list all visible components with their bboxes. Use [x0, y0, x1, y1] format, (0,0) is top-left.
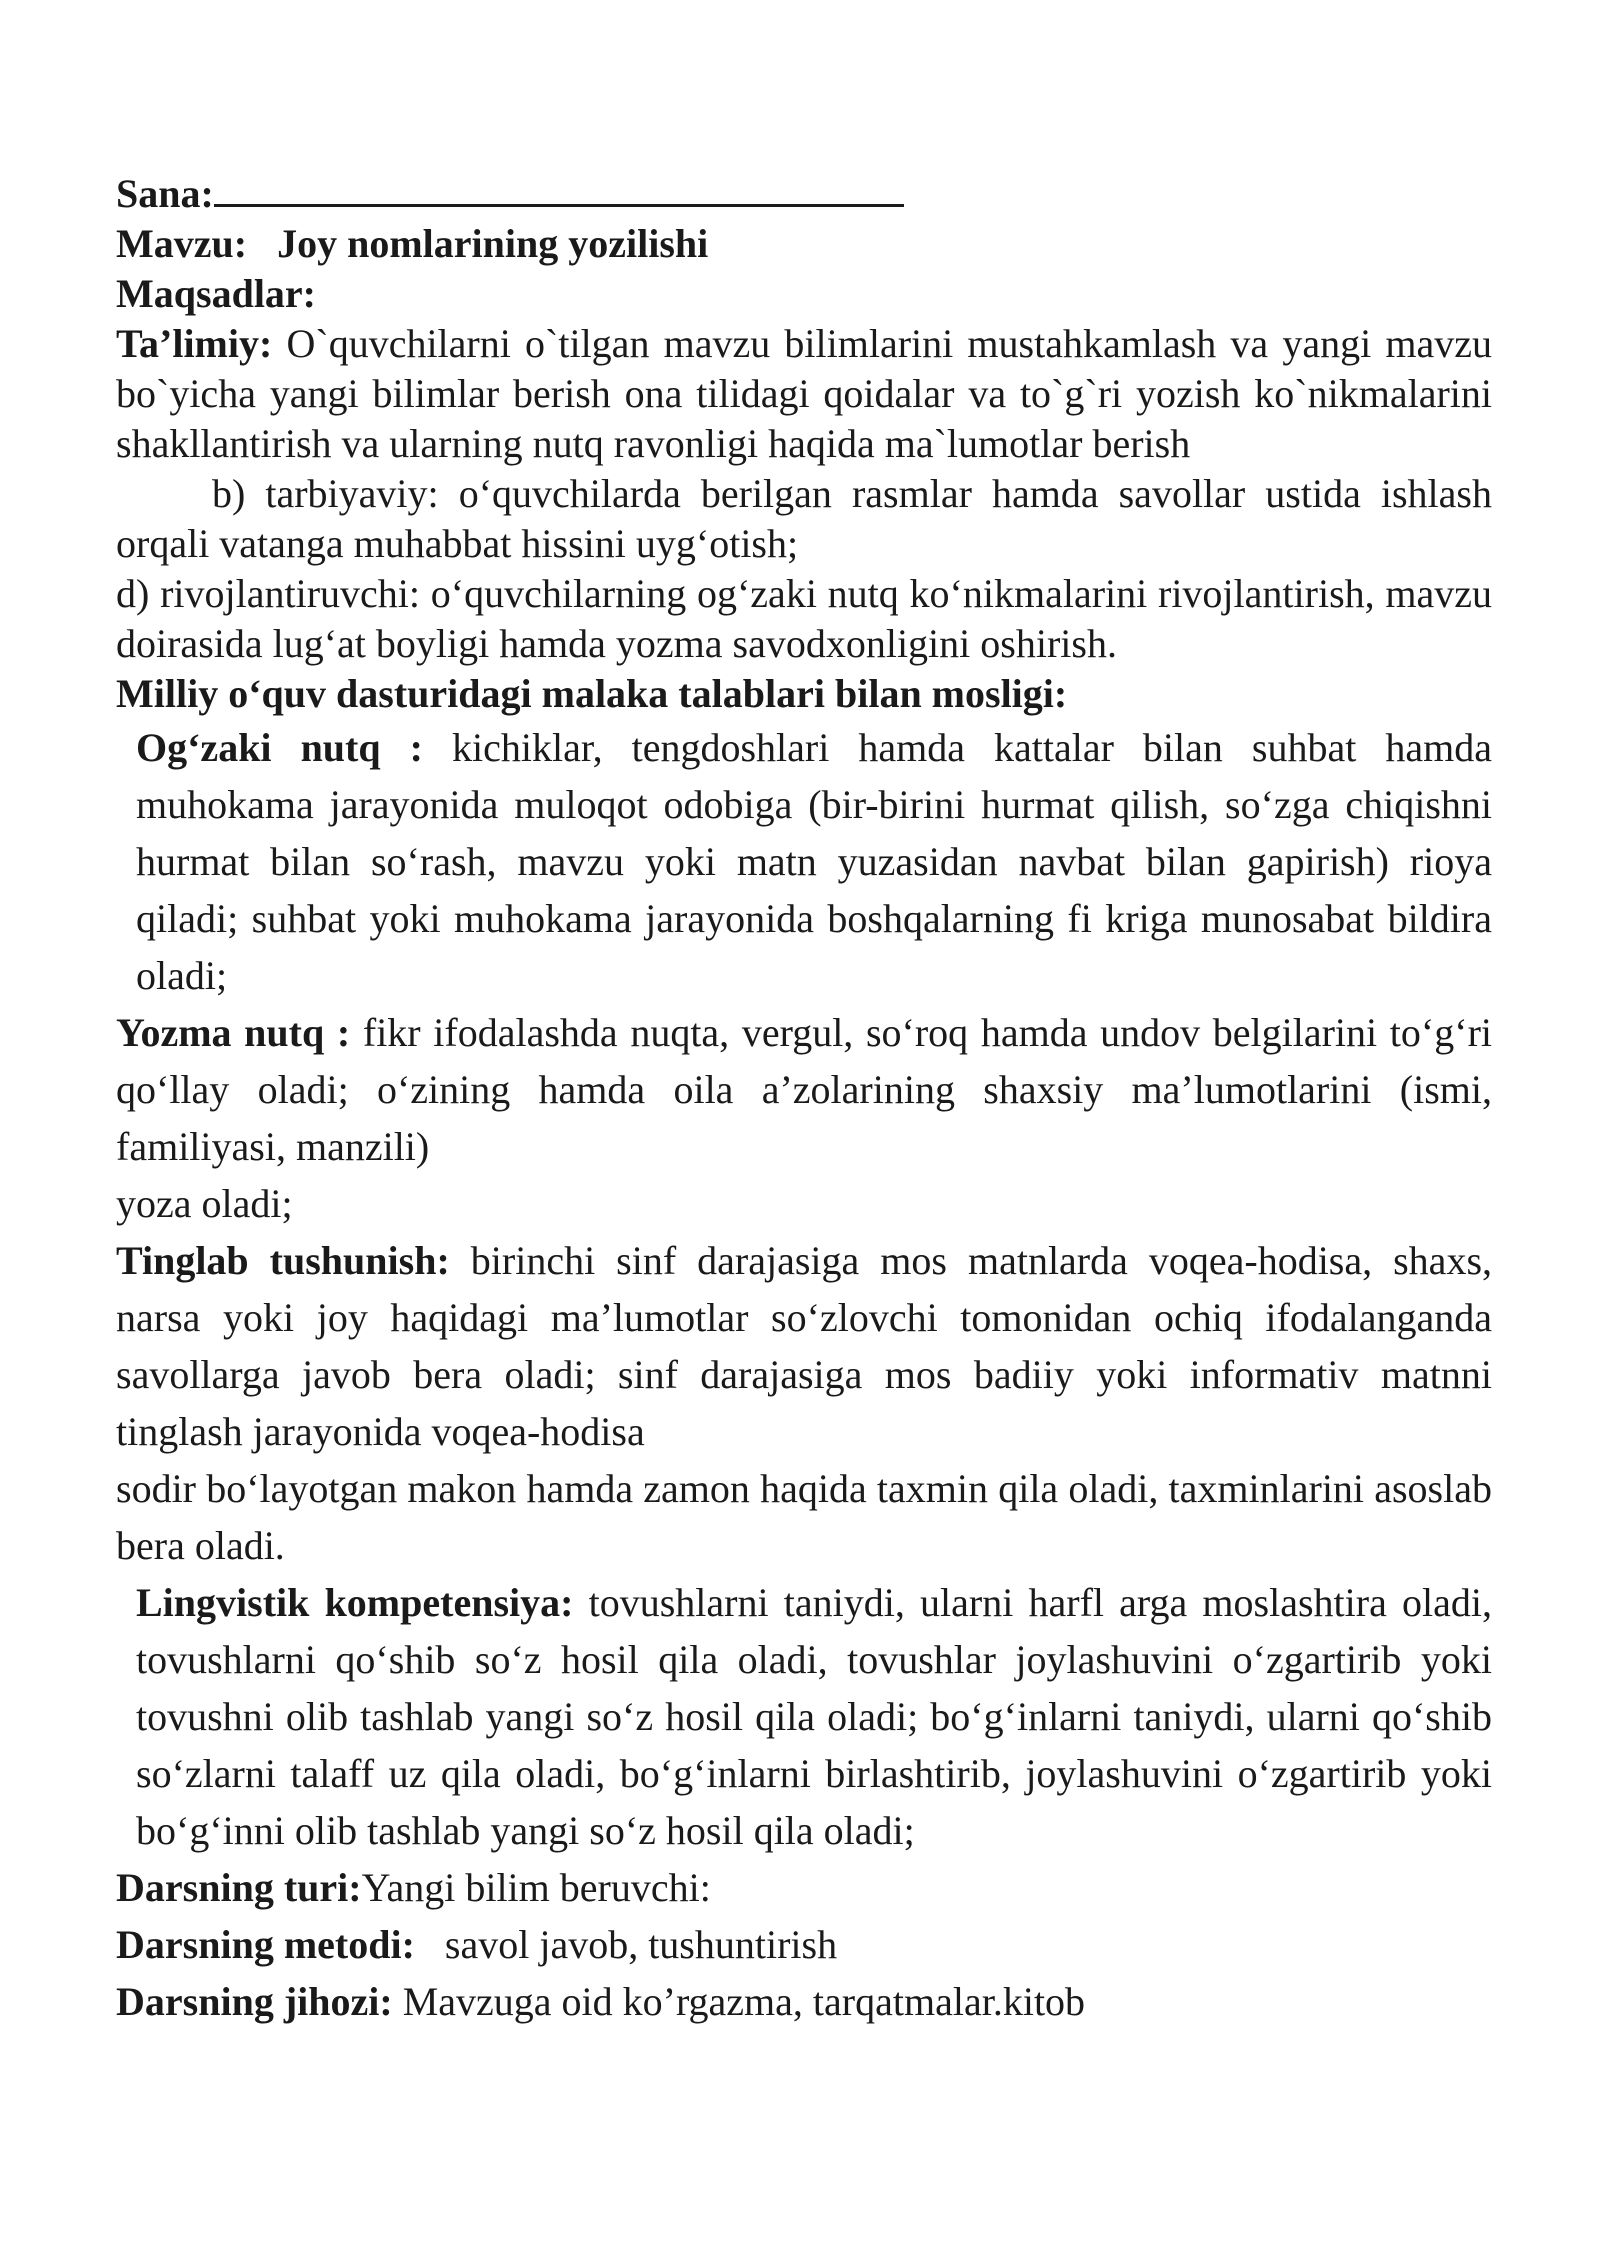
- lesson-equipment: [116, 1973, 1492, 2030]
- educational-goal: [116, 319, 1492, 469]
- lesson-method: [116, 1916, 1492, 1973]
- lesson-plan-page: [116, 168, 1492, 2030]
- oral-label: Og‘zaki nutq :: [136, 725, 423, 770]
- listening-label: Tinglab tushunish:: [116, 1238, 450, 1283]
- listening-text: birinchi sinf darajasiga mos matnlarda voqea-hodisa, shaxs, narsa yoki joy haqidagi ma’lumotlar so‘zlovchi tomonidan ochiq ifodalanganda savollarga javob bera oladi; sinf darajasiga mos badiiy yoki informativ matnni tinglash jarayonida voqea-hodisa: [116, 1238, 1493, 1454]
- lesson-method-value: savol javob, tushuntirish: [444, 1922, 838, 1967]
- date-line: [116, 168, 1492, 219]
- listening: [116, 1232, 1492, 1460]
- lesson-method-label: Darsning metodi:: [116, 1922, 415, 1967]
- linguistic-label: Lingvistik kompetensiya:: [136, 1580, 574, 1625]
- lesson-equipment-value: Mavzuga oid ko’rgazma, tarqatmalar.kitob: [402, 1979, 1086, 2024]
- linguistic-text: tovushlarni taniydi, ularni harfl arga moslashtira oladi, tovushlarni qo‘shib so‘z hosil qila oladi, tovushlar joylashuvini o‘zgartirib yoki tovushni olib tashlab yangi so‘z hosil qila oladi; bo‘g‘inlarni taniydi, ularni qo‘shib so‘zlarni talaff uz qila oladi, bo‘g‘inlarni birlashtirib, joylashuvini o‘zgartirib yoki bo‘g‘inni olib tashlab yangi so‘z hosil qila oladi;: [136, 1580, 1492, 1853]
- topic-label: Mavzu:: [116, 221, 248, 266]
- lesson-equipment-label: Darsning jihozi:: [116, 1979, 393, 2024]
- topic-value: Joy nomlarining yozilishi: [277, 221, 709, 266]
- listening-cont: sodir bo‘layotgan makon hamda zamon haqida taxmin qila oladi, taxminlarini asoslab bera oladi.: [116, 1466, 1492, 1568]
- upbringing-goal: b) tarbiyaviy: o‘quvchilarda berilgan rasmlar hamda savollar ustida ishlash orqali vatanga muhabbat hissini uyg‘otish;: [116, 471, 1492, 566]
- linguistic: [116, 1574, 1492, 1859]
- topic-line: [116, 219, 1492, 269]
- lesson-type-value: Yangi bilim beruvchi:: [361, 1865, 711, 1910]
- written-label: Yozma nutq :: [116, 1010, 351, 1055]
- educational-text: O`quvchilarni o`tilgan mavzu bilimlarini mustahkamlash va yangi mavzu bo`yicha yangi bilimlar berish ona tilidagi qoidalar va to`g`ri yozish ko`nikmalarini shakllantirish va ularning nutq ravonligi haqida ma`lumotlar berish: [116, 321, 1492, 466]
- lesson-type: [116, 1859, 1492, 1916]
- oral-speech: [116, 719, 1492, 1004]
- educational-label: Ta’limiy:: [116, 321, 273, 366]
- written-text: fikr ifodalashda nuqta, vergul, so‘roq hamda undov belgilarini to‘g‘ri qo‘llay oladi; o‘zining hamda oila a’zolarining shaxsiy ma’lumotlarini (ismi, familiyasi, manzili): [116, 1010, 1492, 1169]
- lesson-type-label: Darsning turi:: [116, 1865, 362, 1910]
- oral-text: kichiklar, tengdoshlari hamda kattalar bilan suhbat hamda muhokama jarayonida muloqot odobiga (bir-birini hurmat qilish, so‘zga chiqishni hurmat bilan so‘rash, mavzu yoki matn yuzasidan navbat bilan gapirish) rioya qiladi; suhbat yoki muhokama jarayonida boshqalarning fi kriga munosabat bildira oladi;: [136, 725, 1492, 998]
- curriculum-heading: Milliy o‘quv dasturidagi malaka talablari bilan mosligi:: [116, 671, 1068, 716]
- goals-heading: Maqsadlar:: [116, 271, 316, 316]
- written-speech: [116, 1004, 1492, 1175]
- date-label: Sana:: [116, 171, 214, 216]
- written-speech-cont: yoza oladi;: [116, 1181, 293, 1226]
- developmental-goal: d) rivojlantiruvchi: o‘quvchilarning og‘zaki nutq ko‘nikmalarini rivojlantirish, mavzu doirasida lug‘at boyligi hamda yozma savodxonligini oshirish.: [116, 571, 1492, 666]
- date-blank: [214, 168, 904, 207]
